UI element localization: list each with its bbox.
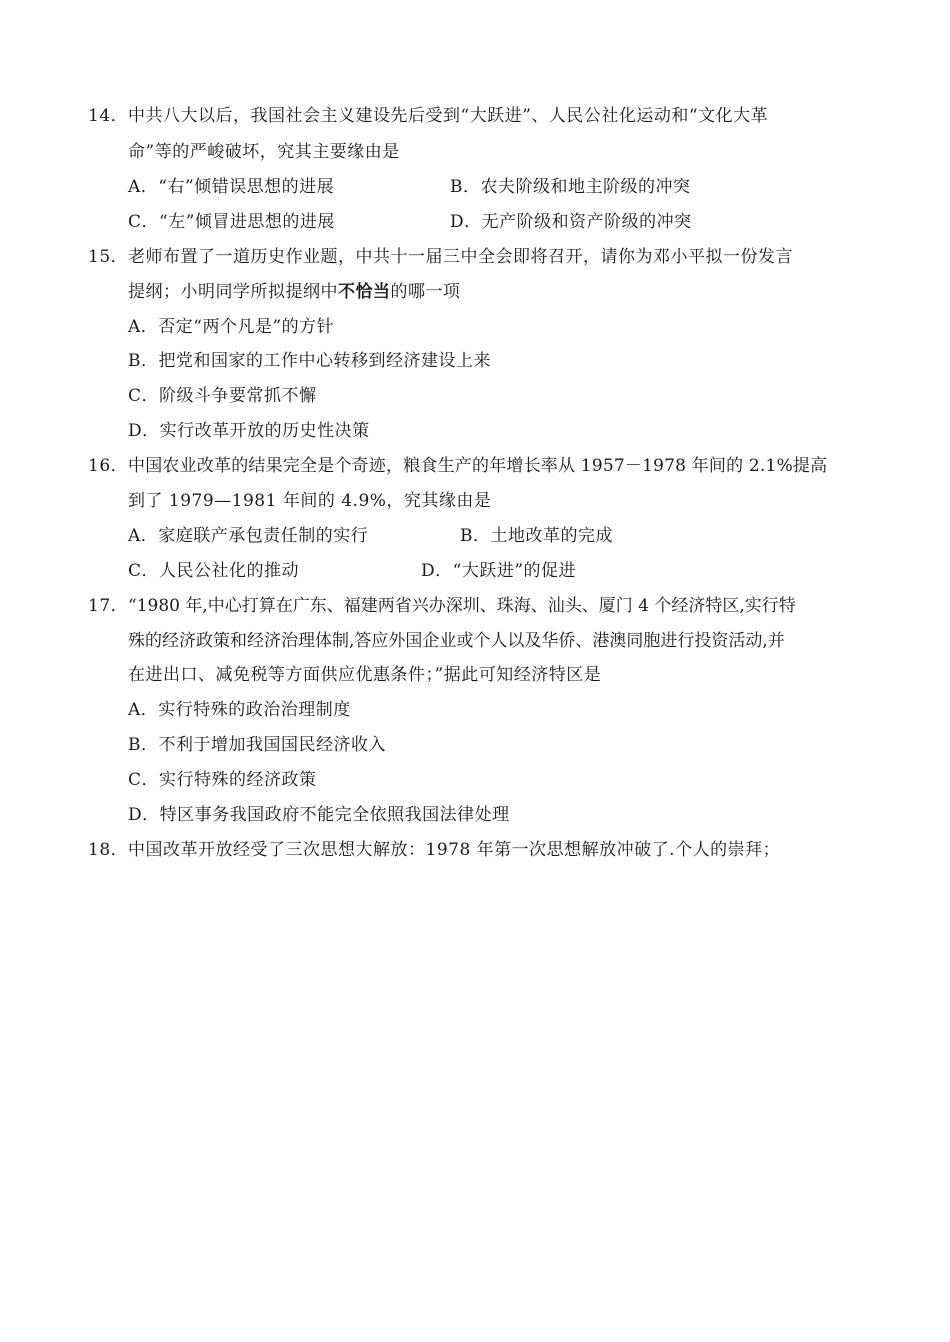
option-c: C．阶级斗争要常抓不懈: [128, 386, 317, 406]
stem-text: 的哪一项: [390, 282, 461, 302]
option-b: B．农夫阶级和地主阶级的冲突: [450, 177, 691, 197]
option-d: D．特区事务我国政府不能完全依照我国法律处理: [128, 805, 510, 825]
question-stem-line: 命”等的严峻破坏，究其主要缘由是: [128, 142, 400, 162]
question-stem-line: 中国改革开放经受了三次思想大解放：1978 年第一次思想解放冲破了.个人的崇拜；: [128, 840, 781, 860]
question-stem-line: 中共八大以后，我国社会主义建设先后受到“大跃进”、人民公社化运动和“文化大革: [128, 106, 769, 126]
option-a: A．家庭联产承包责任制的实行: [128, 526, 369, 546]
question-stem-line: 中国农业改革的结果完全是个奇迹，粮食生产的年增长率从 1957－1978 年间的 2.1%提高: [128, 456, 828, 476]
emphasis-text: 不恰当: [338, 282, 391, 302]
stem-text: 提纲；小明同学所拟提纲中: [128, 282, 338, 302]
option-b: B．土地改革的完成: [460, 526, 613, 546]
option-b: B．不利于增加我国国民经济收入: [128, 735, 386, 755]
option-a: A．实行特殊的政治治理制度: [128, 700, 351, 720]
question-stem-line: 在进出口、减免税等方面供应优惠条件；”据此可知经济特区是: [128, 665, 602, 685]
option-a: A．“右”倾错误思想的进展: [128, 177, 335, 197]
question-number: 18．: [88, 840, 129, 860]
question-number: 17．: [88, 596, 129, 616]
option-b: B．把党和国家的工作中心转移到经济建设上来: [128, 351, 491, 371]
option-d: D．“大跃进”的促进: [421, 561, 577, 581]
option-c: C．人民公社化的推动: [128, 561, 300, 581]
option-d: D．无产阶级和资产阶级的冲突: [450, 212, 692, 232]
question-stem-line: 老师布置了一道历史作业题，中共十一届三中全会即将召开，请你为邓小平拟一份发言: [128, 247, 793, 267]
question-stem-line: 到了 1979—1981 年间的 4.9%，究其缘由是: [128, 491, 492, 511]
option-d: D．实行改革开放的历史性决策: [128, 421, 370, 441]
question-stem-line: “1980 年,中心打算在广东、福建两省兴办深圳、珠海、汕头、厦门 4 个经济特区,实行特: [128, 596, 796, 616]
question-number: 16．: [88, 456, 129, 476]
question-stem-line: [128, 281, 461, 303]
question-number: 14．: [88, 106, 129, 126]
option-a: A．否定“两个凡是”的方针: [128, 317, 335, 337]
question-stem-line: 殊的经济政策和经济治理体制,答应外国企业或个人以及华侨、港澳同胞进行投资活动,并: [128, 631, 785, 651]
option-c: C．实行特殊的经济政策: [128, 770, 317, 790]
option-c: C．“左”倾冒进思想的进展: [128, 212, 335, 232]
question-number: 15．: [88, 247, 129, 267]
